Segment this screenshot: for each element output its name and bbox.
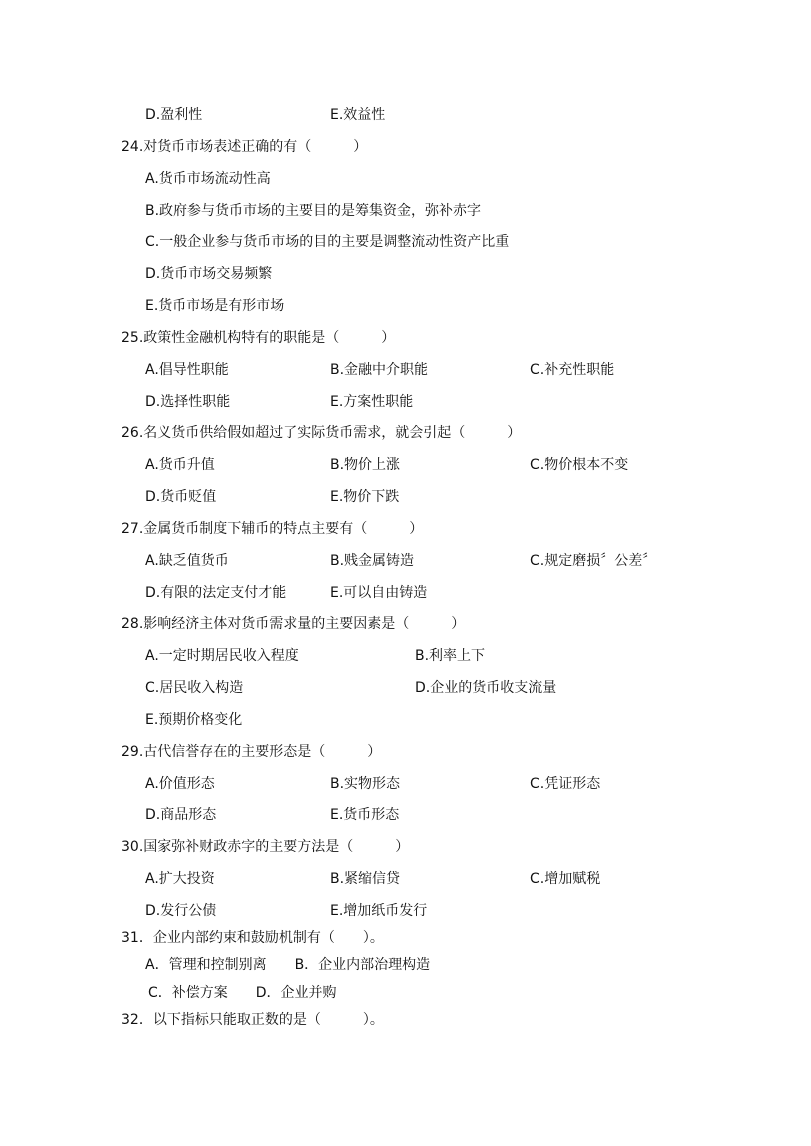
option-d: D.有限的法定支付才能 [145, 585, 287, 601]
option-c: C.凭证形态 [530, 776, 601, 792]
question-25: 25.政策性金融机构特有的职能是（ ） [121, 330, 396, 346]
option-e: E.方案性职能 [330, 394, 414, 410]
question-32: 32．以下指标只能取正数的是（ ）。 [121, 1012, 384, 1028]
option-e: E.货币形态 [330, 807, 400, 823]
question-31: 31．企业内部约束和鼓励机制有（ ）。 [121, 930, 384, 946]
option-a: A.货币市场流动性高 [145, 171, 271, 187]
question-29: 29.古代信誉存在的主要形态是（ ） [121, 744, 382, 760]
option-e: E.物价下跌 [330, 489, 400, 505]
option-c: C.一般企业参与货币市场的目的主要是调整流动性资产比重 [145, 234, 510, 250]
question-27: 27.金属货币制度下辅币的特点主要有（ ） [121, 521, 424, 537]
options-ab: A．管理和控制别离 B．企业内部治理构造 [145, 957, 431, 973]
option-d: D.货币市场交易频繁 [145, 266, 273, 282]
option-b: B.金融中介职能 [330, 362, 429, 378]
option-d: D.盈利性 [145, 107, 203, 123]
option-e: E.增加纸币发行 [330, 903, 428, 919]
option-d: D.货币贬值 [145, 489, 217, 505]
option-e: E.可以自由铸造 [330, 585, 428, 601]
option-a: A.货币升值 [145, 457, 215, 473]
option-e: E.效益性 [330, 107, 386, 123]
option-c: C.补充性职能 [530, 362, 615, 378]
options-cd: C．补偿方案 D．企业并购 [148, 985, 337, 1001]
question-28: 28.影响经济主体对货币需求量的主要因素是（ ） [121, 616, 466, 632]
option-d: D.选择性职能 [145, 394, 231, 410]
option-b: B.紧缩信贷 [330, 871, 401, 887]
question-26: 26.名义货币供给假如超过了实际货币需求，就会引起（ ） [121, 425, 522, 441]
option-d: D.发行公债 [145, 903, 217, 919]
question-30: 30.国家弥补财政赤字的主要方法是（ ） [121, 839, 410, 855]
option-b: B.政府参与货币市场的主要目的是筹集资金，弥补赤字 [145, 203, 482, 219]
option-c: C.居民收入构造 [145, 680, 244, 696]
option-a: A.扩大投资 [145, 871, 215, 887]
option-b: B.实物形态 [330, 776, 401, 792]
option-b: B.物价上涨 [330, 457, 401, 473]
option-c: C.规定磨损〞公差〞 [530, 553, 657, 569]
option-e: E.预期价格变化 [145, 712, 243, 728]
option-a: A.倡导性职能 [145, 362, 229, 378]
option-a: A.一定时期居民收入程度 [145, 648, 299, 664]
option-c: C.物价根本不变 [530, 457, 629, 473]
option-d: D.企业的货币收支流量 [415, 680, 557, 696]
option-b: B.利率上下 [415, 648, 486, 664]
option-d: D.商品形态 [145, 807, 217, 823]
option-a: A.缺乏值货币 [145, 553, 229, 569]
option-c: C.增加赋税 [530, 871, 601, 887]
option-a: A.价值形态 [145, 776, 215, 792]
question-24: 24.对货币市场表述正确的有（ ） [121, 139, 368, 155]
option-b: B.贱金属铸造 [330, 553, 415, 569]
option-e: E.货币市场是有形市场 [145, 298, 285, 314]
